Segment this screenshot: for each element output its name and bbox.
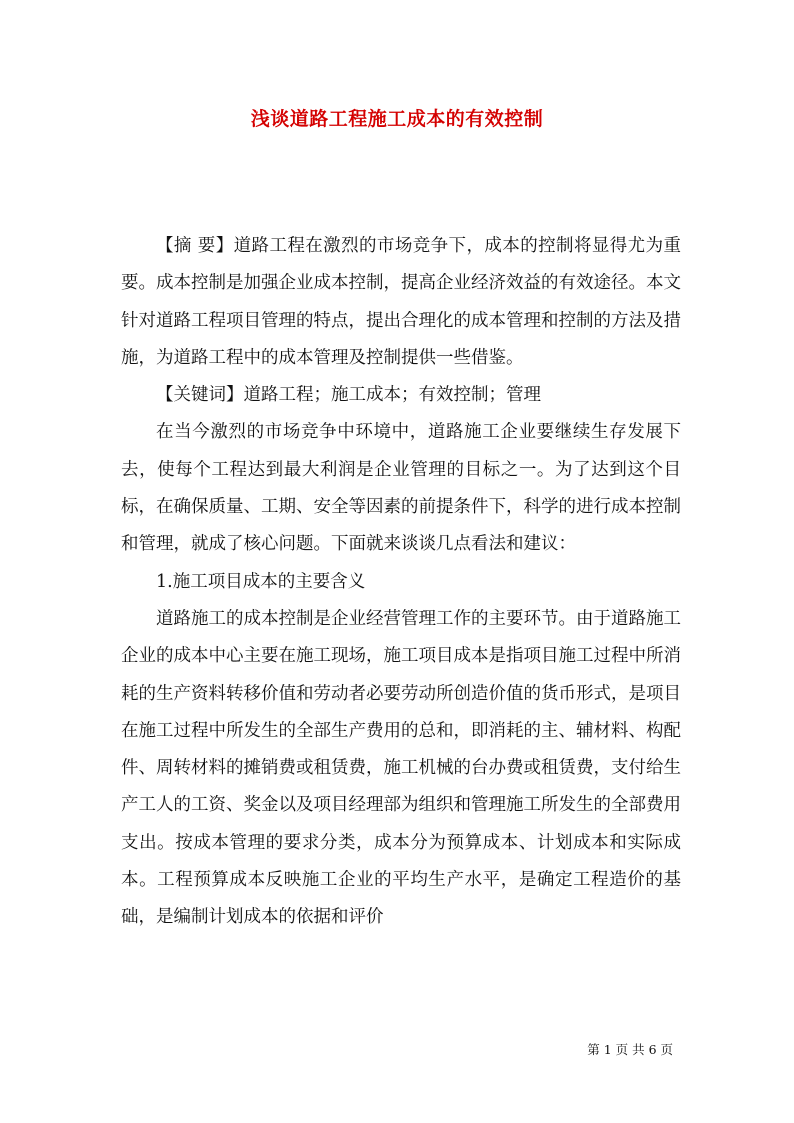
body-paragraph: 道路施工的成本控制是企业经营管理工作的主要环节。由于道路施工企业的成本中心主要在施工现场，施工项目成本是指项目施工过程中所消耗的生产资料转移价值和劳动者必要劳动所创造价值的货币形式，是项目在施工过程中所发生的全部生产费用的总和，即消耗的主、辅材料、构配件、周转材料的摊销费或租赁费，施工机械的台办费或租赁费，支付给生产工人的工资、奖金以及项目经理部为组织和管理施工所发生的全部费用支出。按成本管理的要求分类，成本分为预算成本、计划成本和实际成本。工程预算成本反映施工企业的平均生产水平，是确定工程造价的基础，是编制计划成本的依据和评价 <box>121 608 681 928</box>
page-number-footer: 第 1 页 共 6 页 <box>587 1042 673 1057</box>
document-body <box>121 228 681 937</box>
keywords-paragraph: 【关键词】道路工程；施工成本；有效控制；管理 <box>156 385 541 406</box>
intro-paragraph: 在当今激烈的市场竞争中环境中，道路施工企业要继续生存发展下去，使每个工程达到最大利润是企业管理的目标之一。为了达到这个目标，在确保质量、工期、安全等因素的前提条件下，科学的进行成本控制和管理，就成了核心问题。下面就来谈谈几点看法和建议： <box>121 422 681 555</box>
document-title: 浅谈道路工程施工成本的有效控制 <box>250 108 544 130</box>
section-heading: 1.施工项目成本的主要含义 <box>156 571 366 592</box>
abstract-paragraph: 【摘 要】道路工程在激烈的市场竞争下，成本的控制将显得尤为重要。成本控制是加强企业成本控制，提高企业经济效益的有效途径。本文针对道路工程项目管理的特点，提出合理化的成本管理和控制的方法及措施，为道路工程中的成本管理及控制提供一些借鉴。 <box>121 236 681 368</box>
